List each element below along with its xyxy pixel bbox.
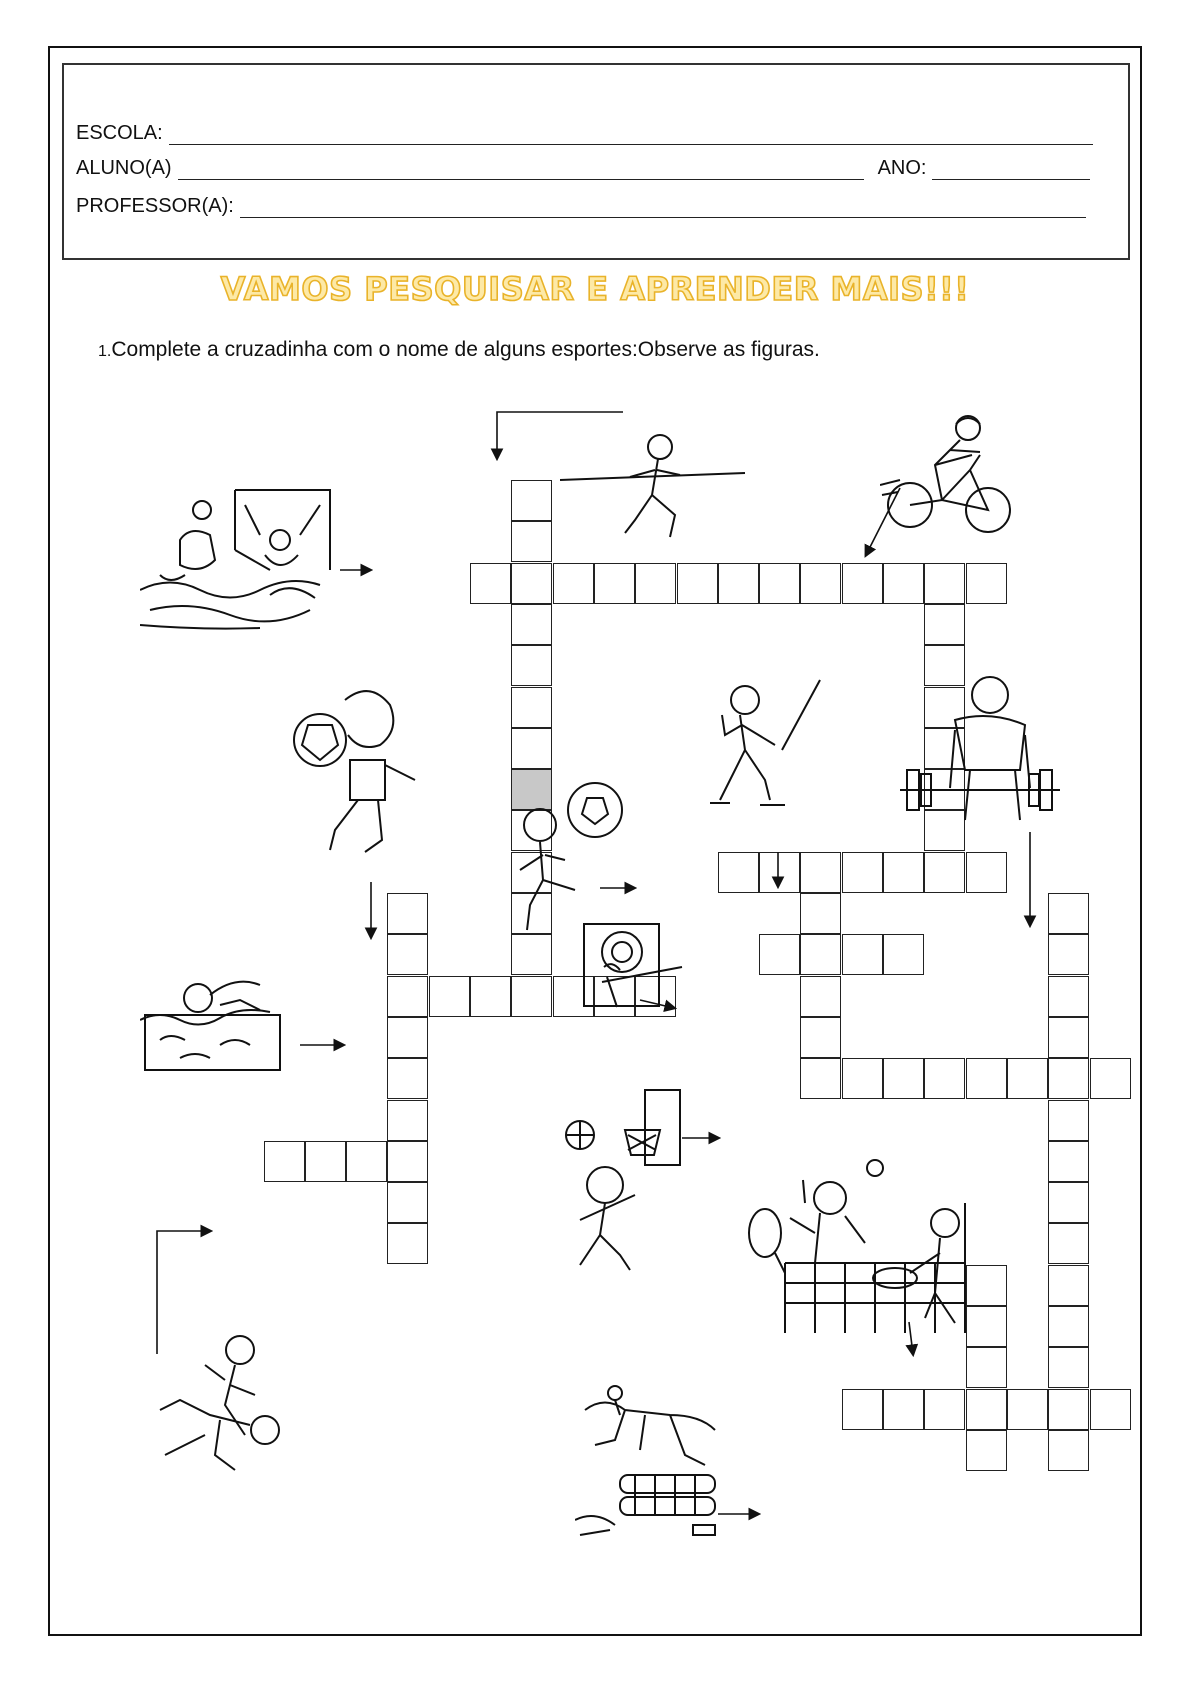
judo-picture [150, 1325, 290, 1475]
swimming-picture [140, 970, 290, 1075]
cycling-picture [880, 410, 1020, 540]
fencing-icon [710, 680, 820, 805]
pole-vault-icon [560, 435, 745, 537]
instruction-number: 1. [98, 343, 112, 360]
cycling-icon [880, 416, 1010, 532]
soccer-icon [520, 783, 622, 930]
equestrian-icon [575, 1386, 715, 1535]
weightlifting-picture [895, 660, 1065, 835]
water-polo-picture [140, 480, 340, 640]
water-polo-icon [140, 490, 330, 629]
school-label: ESCOLA: [76, 122, 163, 144]
tennis-picture [745, 1158, 995, 1343]
swimming-icon [140, 982, 280, 1070]
equestrian-picture [575, 1385, 720, 1540]
soccer-picture [515, 780, 625, 940]
year-label: ANO: [877, 157, 927, 179]
shooting-icon [584, 924, 682, 1007]
judo-icon [160, 1336, 279, 1470]
basketball-picture [560, 1085, 685, 1280]
shooting-picture [582, 922, 687, 1010]
instruction-text: Complete a cruzadinha com o nome de alguns esportes:Observe as figuras. [111, 338, 820, 361]
handball-picture [290, 680, 425, 860]
basketball-icon [566, 1090, 680, 1270]
student-label: ALUNO(A) [76, 157, 172, 179]
tennis-icon [749, 1160, 965, 1333]
weightlifting-icon [900, 677, 1060, 820]
pole-vault-picture [560, 425, 750, 545]
handball-icon [294, 691, 415, 852]
teacher-label: PROFESSOR(A): [76, 195, 234, 217]
fencing-picture [710, 675, 835, 810]
page-title: VAMOS PESQUISAR E APRENDER MAIS!!! [220, 270, 970, 308]
